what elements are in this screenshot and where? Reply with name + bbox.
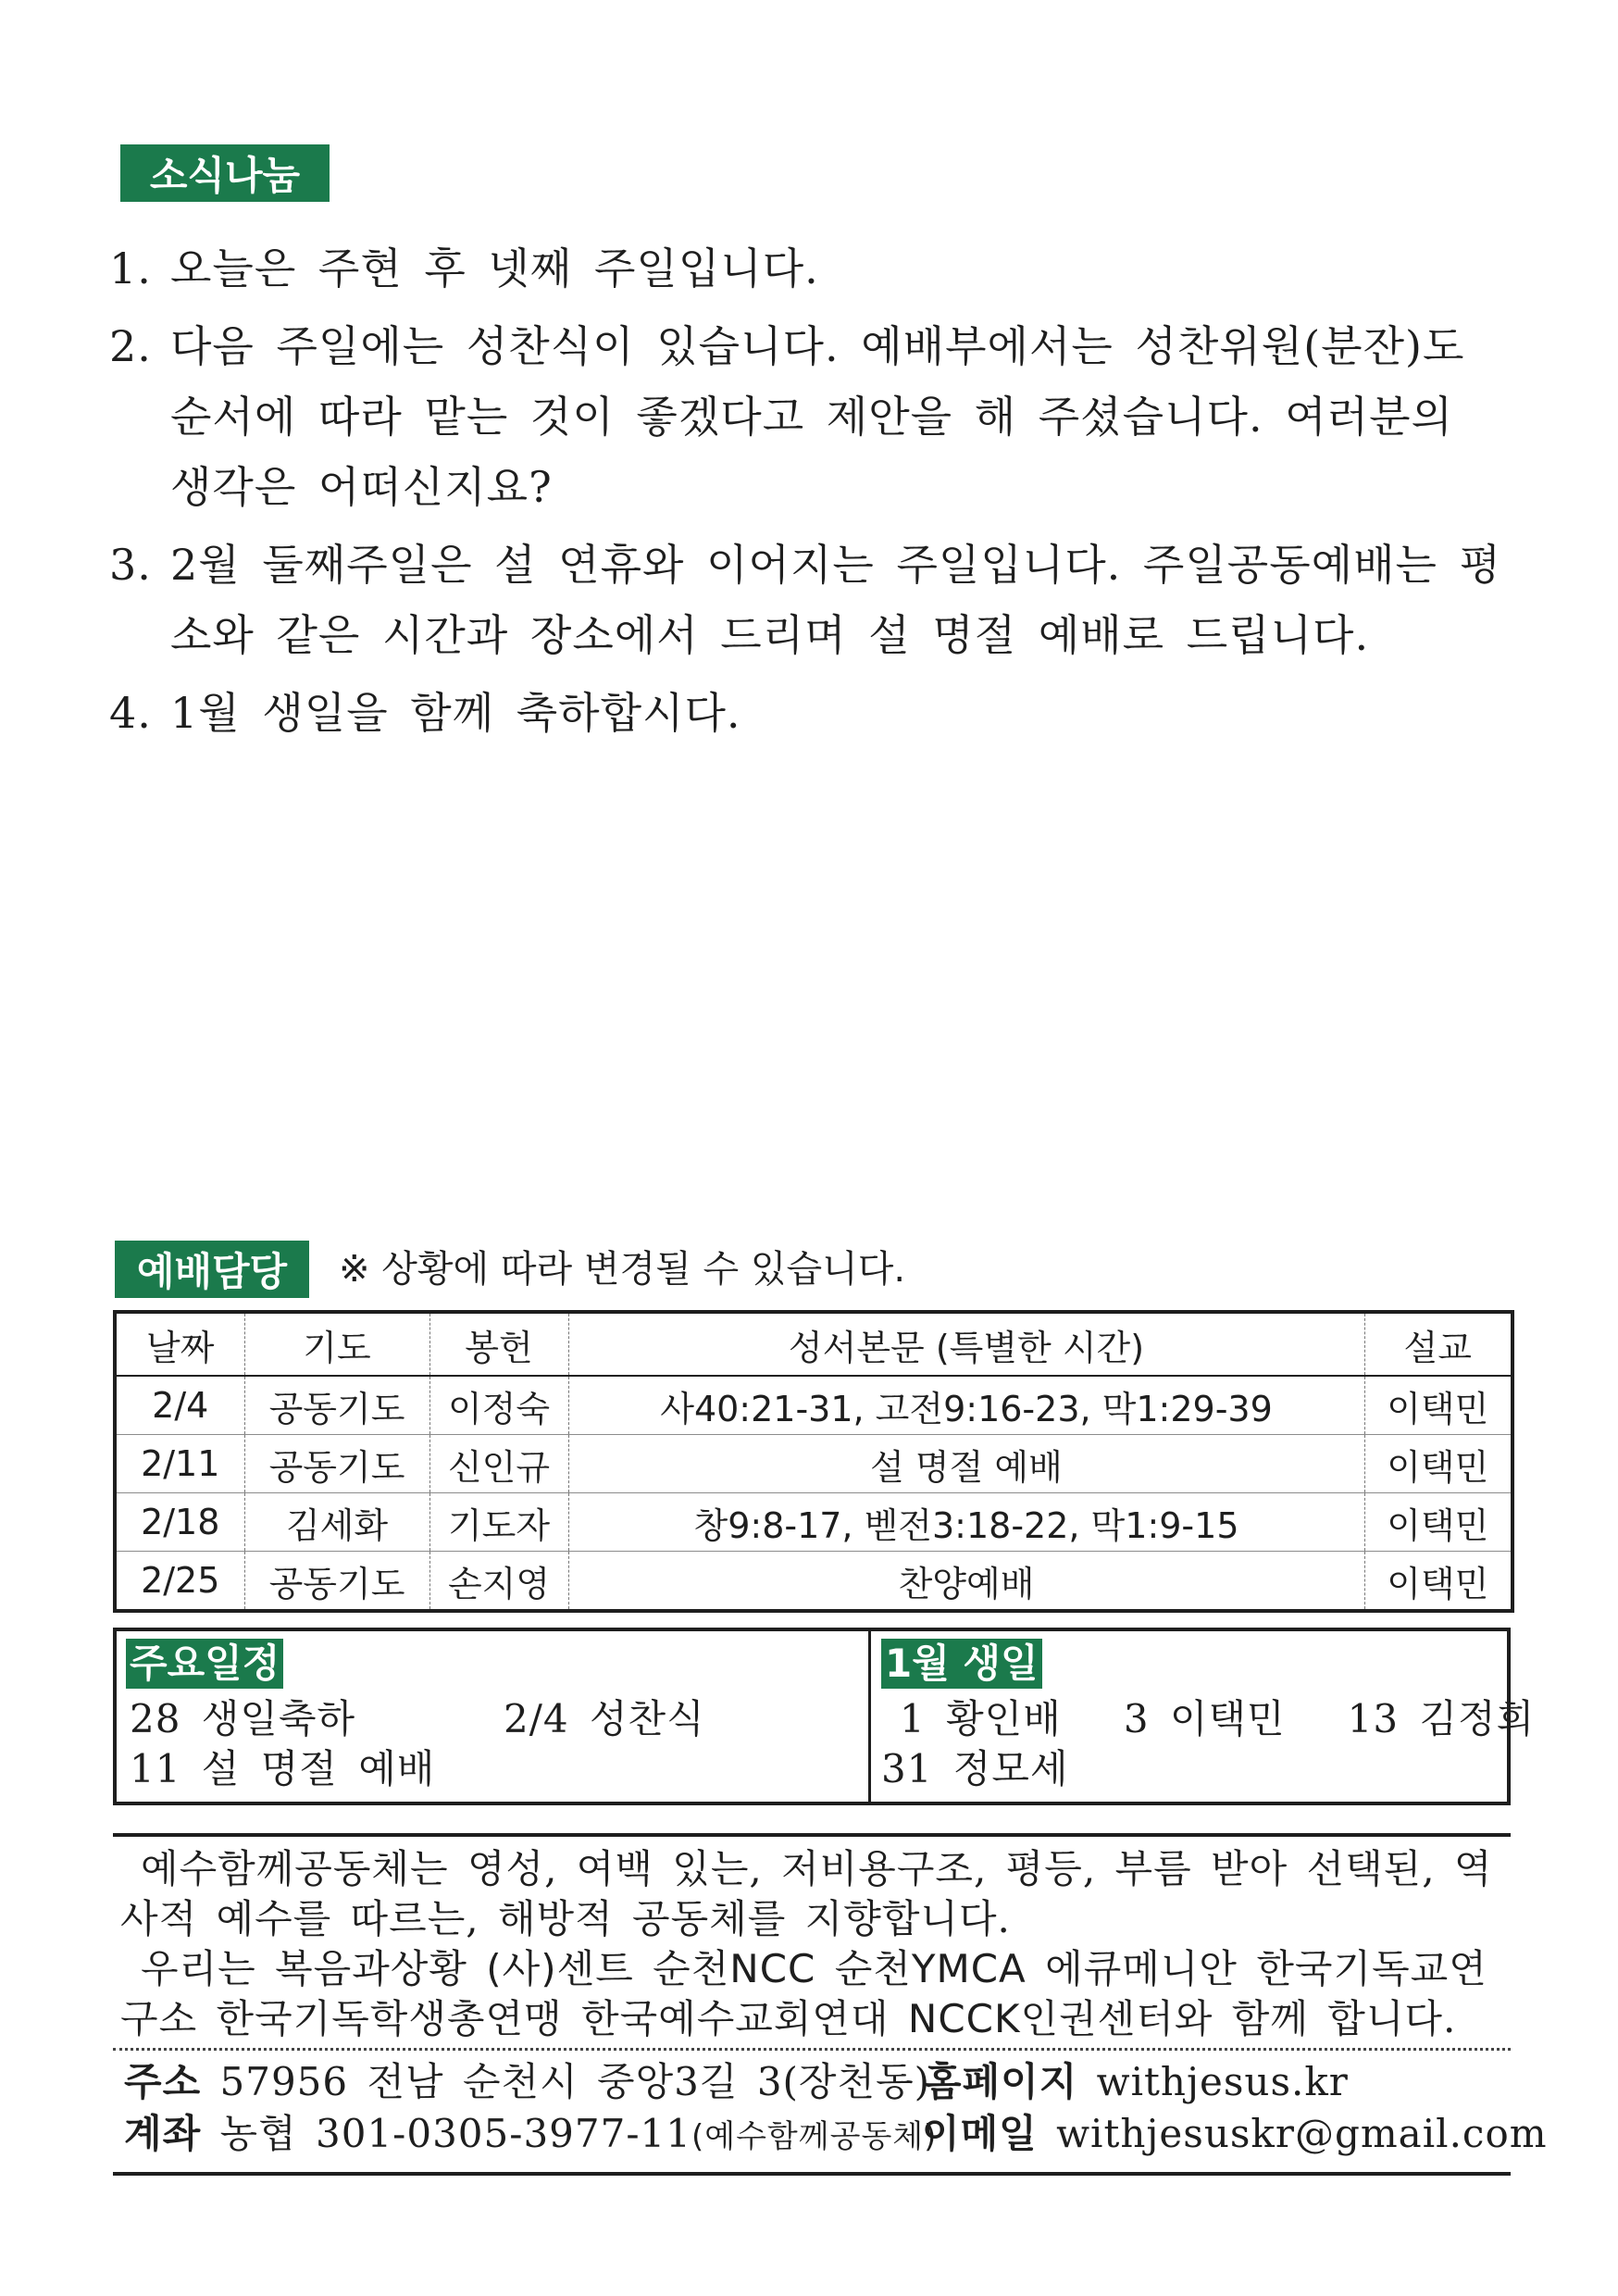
cell-prayer: 공동기도 (244, 1376, 429, 1435)
news-item (109, 530, 1516, 670)
cell-scripture: 사40:21-31, 고전9:16-23, 막1:29-39 (568, 1376, 1364, 1435)
cell-sermon: 이택민 (1364, 1435, 1512, 1493)
box-divider (868, 1631, 871, 1802)
account-line (124, 2109, 937, 2162)
cell-sermon: 이택민 (1364, 1552, 1512, 1612)
address-line (124, 2057, 930, 2107)
news-item-text: 2월 둘째주일은 설 연휴와 이어지는 주일입니다. 주일공동예배는 평소와 같은 시간과 장소에서 드리며 설 명절 예배로 드립니다. (170, 540, 1502, 660)
account-value: 농협 301-0305-3977-11 (219, 2111, 691, 2156)
news-item (109, 311, 1516, 522)
homepage-line (924, 2057, 1349, 2107)
header-scripture: 성서본문 (특별한 시간) (568, 1312, 1364, 1376)
news-item-text: 1월 생일을 함께 축하합시다. (170, 688, 741, 738)
cell-offering: 이정숙 (429, 1376, 568, 1435)
cell-sermon: 이택민 (1387, 1388, 1489, 1429)
schedule-item: 28 생일축하 (130, 1696, 356, 1741)
account-label: 계좌 (124, 2111, 202, 2156)
homepage-link[interactable]: withjesus.kr (1096, 2059, 1349, 2104)
header-offering: 봉헌 (429, 1312, 568, 1376)
table-row (115, 1376, 1512, 1435)
footer-top-rule (113, 1833, 1511, 1837)
account-holder: (예수함께공동체) (691, 2118, 938, 2155)
partners-outro: 와 함께 합니다. (1174, 1996, 1457, 2041)
news-item-text: 오늘은 주현 후 넷째 주일입니다. (170, 243, 819, 293)
community-name: 예수함께공동체는 (141, 1846, 449, 1891)
worship-section-tag: 예배담당 (115, 1241, 309, 1298)
email-line (922, 2109, 1548, 2159)
cell-offering: 손지영 (429, 1552, 568, 1612)
news-item-text: 다음 주일에는 성찬식이 있습니다. 예배부에서는 성찬위원(분잔)도 순서에 따라 맡는 것이 좋겠다고 제안을 해 주셨습니다. 여러분의 생각은 어떠신지요? (170, 321, 1465, 512)
address-label: 주소 (124, 2059, 202, 2104)
cell-date: 2/25 (115, 1552, 244, 1612)
mission-statement (120, 1844, 1509, 1944)
birthday-list: 31 정모세 (881, 1746, 1069, 1791)
address-value: 57956 전남 순천시 중앙3길 3(장천동) (219, 2059, 931, 2104)
footer-dotted-rule (113, 2048, 1511, 2051)
cell-date: 2/4 (115, 1376, 244, 1435)
cell-prayer: 공동기도 (244, 1552, 429, 1612)
table-header-row (115, 1312, 1512, 1376)
cell-prayer: 공동기도 (244, 1435, 429, 1493)
birthday-list: 1 황인배 3 이택민 13 김정희 (900, 1696, 1536, 1741)
cell-date: 2/18 (115, 1493, 244, 1552)
news-item-number: 2. (109, 321, 152, 371)
news-list (109, 233, 1516, 755)
schedule-item: 2/4 성찬식 (504, 1696, 705, 1741)
table-row (115, 1493, 1512, 1552)
partners-statement (120, 1944, 1509, 2044)
homepage-label: 홈페이지 (924, 2059, 1078, 2104)
partners-intro: 우리는 (141, 1946, 256, 1991)
cell-scripture: 창9:8-17, 벧전3:18-22, 막1:9-15 (568, 1493, 1364, 1552)
birthday-tag: 1월 생일 (881, 1639, 1042, 1689)
worship-note: ※ 상황에 따라 변경될 수 있습니다. (339, 1248, 906, 1291)
header-date: 날짜 (115, 1312, 244, 1376)
worship-duty-table (113, 1310, 1514, 1613)
partners-list: 복음과상황 (사)센트 순천NCC 순천YMCA 에큐메니안 한국기독교연구소 한국기독학생총연맹 한국예수교회연대 NCCK인권센터 (120, 1946, 1487, 2041)
news-item-number: 1. (109, 243, 152, 293)
news-section-tag: 소식나눔 (120, 144, 330, 202)
email-link[interactable]: withjesuskr@gmail.com (1056, 2111, 1548, 2156)
news-item (109, 678, 1516, 748)
cell-scripture: 찬양예배 (568, 1552, 1364, 1612)
email-label: 이메일 (922, 2111, 1038, 2156)
schedule-tag: 주요일정 (126, 1639, 283, 1689)
news-item (109, 233, 1516, 304)
table-row (115, 1435, 1512, 1493)
header-prayer: 기도 (244, 1312, 429, 1376)
cell-prayer: 김세화 (244, 1493, 429, 1552)
news-item-number: 4. (109, 688, 152, 738)
cell-sermon: 이택민 (1364, 1493, 1512, 1552)
header-sermon: 설교 (1364, 1312, 1512, 1376)
cell-offering: 기도자 (429, 1493, 568, 1552)
cell-offering: 신인규 (429, 1435, 568, 1493)
cell-scripture: 설 명절 예배 (568, 1435, 1364, 1493)
schedule-item: 11 설 명절 예배 (130, 1746, 436, 1791)
table-row (115, 1552, 1512, 1612)
mission-text: 영성, 여백 있는, 저비용구조, 평등, 부름 받아 선택된, 역사적 예수를 따르는, 해방적 공동체를 지향합니다. (120, 1846, 1493, 1941)
schedule-birthday-box (113, 1628, 1536, 1805)
footer-bottom-rule (113, 2172, 1511, 2176)
cell-date: 2/11 (115, 1435, 244, 1493)
news-item-number: 3. (109, 540, 152, 590)
